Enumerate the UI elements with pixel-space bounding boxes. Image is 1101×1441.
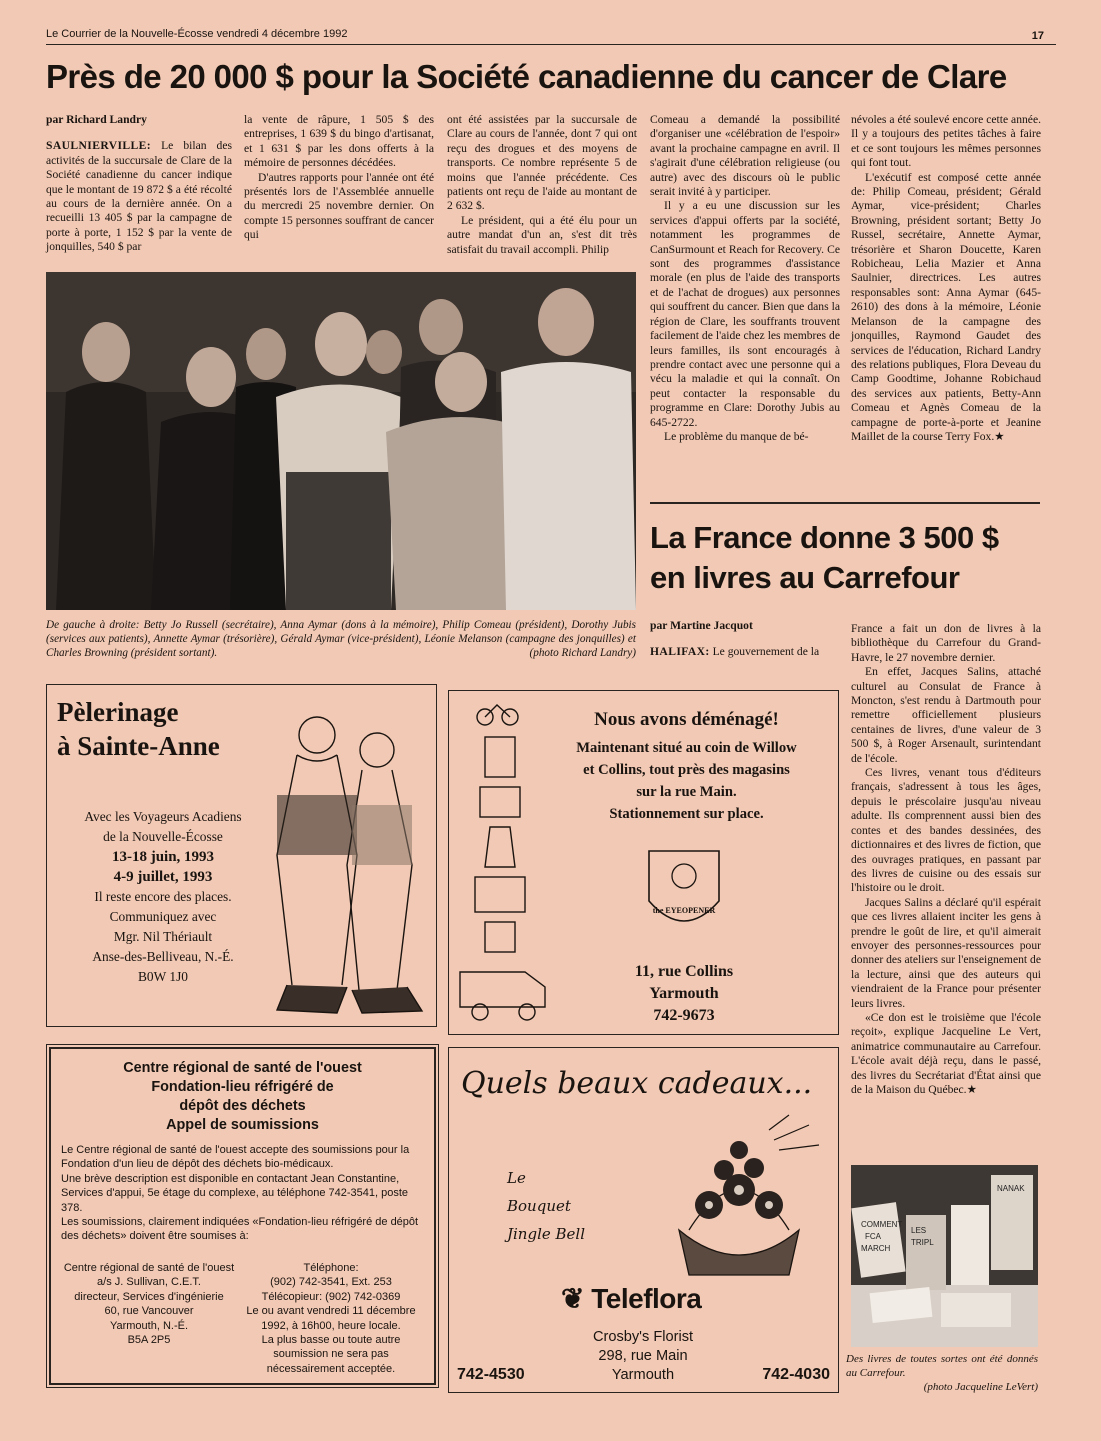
section-divider	[650, 502, 1040, 504]
article2-headline	[650, 518, 1050, 598]
books-caption-text: Des livres de toutes sortes ont été donnés au Carrefour.	[846, 1353, 1038, 1379]
ad-centre-heading-line2: Fondation-lieu réfrigéré de	[151, 1079, 334, 1095]
article2-p4: Jacques Salins a déclaré qu'il espérait que ces livres allaient inciter les gens à prendre le goût de lire, et qu'il aimerait envoyer des personnes-ressources pour donner des ateliers sur l'enseignement de la lecture, ainsi que des auteurs qui viendraient de la France pour présenter leurs livres.	[851, 895, 1041, 1010]
ad-centre-address-line: Centre régional de santé de l'ouest	[63, 1262, 235, 1274]
ad-teleflora-phone-right: 742-4030	[762, 1366, 830, 1383]
ad-eyeopener-phone: 742-9673	[653, 1007, 715, 1024]
ad-centre-contact-line: soumission ne sera pas	[273, 1348, 389, 1361]
group-photo-illustration	[46, 272, 636, 610]
ad-pelerinage-line: Communiquez avec	[109, 909, 217, 924]
ad-teleflora	[448, 1047, 839, 1393]
ad-pelerinage-date: 13-18 juin, 1993	[111, 849, 215, 865]
ad-pelerinage-title	[57, 695, 220, 763]
article1-column-3	[447, 113, 637, 257]
ad-centre-address-line: directeur, Services d'ingénierie	[74, 1290, 224, 1303]
ad-eyeopener-city: Yarmouth	[649, 985, 719, 1002]
ad-eyeopener-address	[569, 961, 799, 1027]
book-label-1: COMMENT	[861, 1220, 903, 1229]
ad-teleflora-bouquet-line: Le	[507, 1169, 526, 1187]
ad-pelerinage	[46, 684, 437, 1027]
article2-p1: France a fait un don de livres à la bibliothèque du Carrefour du Grand-Havre, le 27 novembre dernier.	[851, 622, 1041, 664]
ad-eyeopener-line: et Collins, tout près des magasins	[583, 762, 790, 778]
ad-centre-heading-line4: Appel de soumissions	[166, 1117, 319, 1133]
ad-teleflora-brand-name: Teleflora	[591, 1283, 702, 1314]
ad-teleflora-slogan: Quels beaux cadeaux...	[461, 1066, 813, 1101]
ad-teleflora-phone-left: 742-4530	[457, 1366, 525, 1383]
article2-byline: par Martine Jacquot	[650, 619, 753, 632]
ad-pelerinage-line: de la Nouvelle-Écosse	[103, 829, 223, 844]
ad-centre-address	[59, 1261, 239, 1347]
ad-centre-address-line: a/s J. Sullivan, C.E.T.	[97, 1276, 201, 1289]
ad-centre-body2: Une brève description est disponible en contactant Jean Constantine, Services d'appui, 5e étage du complexe, au téléphone 742-3541, poste 378.	[61, 1172, 409, 1214]
ad-eyeopener-title: Nous avons déménagé!	[594, 709, 779, 730]
article2-column-2	[851, 622, 1041, 1097]
book-label-6: NANAK	[997, 1184, 1025, 1193]
ad-centre-address-line: Yarmouth, N.-É.	[109, 1319, 189, 1332]
books-caption	[846, 1352, 1038, 1394]
article2-headline-line2: en livres au Carrefour	[650, 560, 960, 595]
book-label-4: LES	[911, 1226, 927, 1235]
article2-p2: En effet, Jacques Salins, attaché culturel au Consulat de France à Moncton, s'est rendu à Dartmouth pour remettre officiellement plusieurs centaines de livres, d'une valeur de 3 500 $, à Roger Arsenault, surintendant de l'école.	[851, 665, 1041, 765]
article1-text-c4c: Le problème du manque de bé-	[664, 429, 809, 443]
masthead	[46, 28, 1056, 45]
ad-eyeopener-text	[539, 737, 834, 825]
stacked-objects-illustration	[455, 697, 555, 1027]
ad-teleflora-store	[543, 1328, 743, 1385]
article2-p3: Ces livres, venant tous d'éditeurs français, s'adressent à tous les âges, depuis le préscolaire jusqu'au niveau adulte. Ils comprennent aussi bien des contes et des bandes dessinées, des dictionnaires et des livres de fiction, que des ouvrages pratiques, en passant par des livres de cuisine ou des essais sur l'histoire ou le droit.	[851, 766, 1041, 895]
pilgrims-illustration	[247, 695, 432, 1020]
ad-centre-contact-line: 1992, à 16h00, heure locale.	[261, 1319, 401, 1332]
article1-text-c4a: Comeau a demandé la possibilité d'organiser une «célébration de l'espoir» avant la prochaine campagne en avril. Il s'agirait d'une célébration religieuse (ou autre) avec des discours où le public serait invité à y participer.	[650, 113, 840, 199]
ad-teleflora-bouquet	[507, 1164, 585, 1248]
ad-pelerinage-title-line2: à Sainte-Anne	[57, 731, 220, 761]
photo-caption-text: De gauche à droite: Betty Jo Russell (secrétaire), Anna Aymar (dons à la mémoire), Philip Comeau (président), Dorothy Jubis (services aux patients), Annette Aymar (trésorière), Gérald Aymar (vice-président), Léonie Melanson (campagne des jonquilles) et Charles Browning (président sortant).	[46, 619, 636, 659]
ad-centre-heading	[51, 1059, 434, 1135]
ad-eyeopener-street: 11, rue Collins	[634, 963, 734, 980]
article1-column-2	[244, 113, 434, 243]
ad-eyeopener-line: Stationnement sur place.	[609, 806, 764, 822]
ad-centre-body3: Les soumissions, clairement indiquées «Fondation-lieu réfrigéré de dépôt des déchets» doivent être soumises à:	[61, 1216, 419, 1243]
ad-centre-regional	[49, 1047, 436, 1385]
article1-text-c5a: névoles a été soulevé encore cette année. Il y a toujours des petites tâches à faire et ce sont toujours les mêmes personnes qui font tout.	[851, 113, 1041, 170]
article1-column-4	[650, 113, 840, 444]
article1-text-c3b: Le président, qui a été élu pour un autre mandat d'un an, s'est dit très satisfait du travail accompli. Philip	[447, 213, 637, 256]
article2-column-1	[650, 619, 838, 660]
article1-text-c5b: L'exécutif est composé cette année de: Philip Comeau, président; Gérald Aymar, vice-président; Charles Browning, président sortant; Betty Jo Russel, secrétaire, Annette Aymar, trésorière et Sharon Doucette, Karen Robicheau, Lelia Mazier et Anna Saulnier, directrices. Les autres responsables sont: Anna Aymar (645-2610) des dons à la mémoire, Léonie Melanson de la campagne des jonquilles, Raymond Gaudet des services de l'éducation, Richard Landry des relations publiques, Flora Deveau du Camp Goodtime, Johanne Robichaud des services aux patients, Betty-Ann Comeau et Agnès Comeau de la campagne de porte-à-porte et Jeanine Maillet de la course Terry Fox.★	[851, 170, 1041, 443]
ad-eyeopener-line: Maintenant situé au coin de Willow	[576, 740, 797, 756]
photo-credit: (photo Richard Landry)	[529, 647, 636, 659]
ad-centre-contact-line: nécessairement acceptée.	[266, 1362, 396, 1375]
ad-centre-heading-line3: dépôt des déchets	[179, 1098, 306, 1114]
ad-centre-contact-line: (902) 742-3541, Ext. 253	[270, 1276, 392, 1289]
ad-centre-contact-line: La plus basse ou toute autre	[261, 1334, 401, 1347]
ad-teleflora-bouquet-line: Bouquet	[507, 1197, 571, 1215]
article1-dateline: SAULNIERVILLE:	[46, 139, 152, 153]
eyeopener-logo-text: the EYEOPENER	[652, 906, 716, 915]
article1-column-1	[46, 113, 232, 255]
ad-centre-contact-line: Le ou avant vendredi 11 décembre	[246, 1305, 416, 1318]
ad-centre-body	[61, 1143, 431, 1244]
article1-text-c1: Le bilan des activités de la succursale de Clare de la Société canadienne du cancer indique que le montant de 19 872 $ a été récolté au cours de la dernière année. On a recueilli 13 405 $ par la campagne de porte à porte, 1 152 $ par la vente de jonquilles, 540 $ par	[46, 139, 232, 254]
article1-column-5	[851, 113, 1041, 444]
ad-pelerinage-line: Mgr. Nil Thériault	[113, 929, 213, 944]
ad-eyeopener	[448, 690, 839, 1035]
article1-byline: par Richard Landry	[46, 113, 147, 126]
ad-pelerinage-date: 4-9 juillet, 1993	[113, 869, 213, 885]
ad-centre-contact-line: Télécopieur: (902) 742-0369	[261, 1290, 401, 1303]
ad-pelerinage-line: Avec les Voyageurs Acadiens	[84, 809, 242, 824]
ad-centre-contact-line: Téléphone:	[303, 1262, 359, 1274]
book-label-5: TRIPL	[911, 1238, 934, 1247]
article2-dateline: HALIFAX:	[650, 645, 710, 659]
ad-teleflora-store-city: Yarmouth	[611, 1367, 675, 1383]
article1-headline: Près de 20 000 $ pour la Société canadienne du cancer de Clare	[46, 58, 1007, 95]
article1-text-c2a: la vente de râpure, 1 505 $ des entreprises, 1 639 $ du bingo d'artisanat, et 1 631 $ par les dons offerts à la mémoire de personnes décédées.	[244, 113, 434, 170]
flower-basket-illustration	[649, 1110, 829, 1280]
ad-pelerinage-line: Il reste encore des places.	[94, 889, 232, 904]
ad-centre-body1: Le Centre régional de santé de l'ouest accepte des soumissions pour la Fondation d'un lieu de dépôt des déchets bio-médicaux.	[61, 1144, 410, 1171]
ad-centre-contact	[233, 1261, 429, 1376]
books-photo-credit: (photo Jacqueline LeVert)	[923, 1381, 1038, 1393]
book-label-2: FCA	[865, 1232, 881, 1241]
group-photo	[46, 272, 636, 610]
teleflora-logo-icon: ❦	[561, 1283, 592, 1314]
ad-pelerinage-line: B0W 1J0	[138, 969, 188, 984]
ad-teleflora-store-address: 298, rue Main	[598, 1348, 688, 1364]
ad-teleflora-bouquet-line: Jingle Bell	[507, 1225, 586, 1243]
article1-text-c2b: D'autres rapports pour l'année ont été présentés lors de l'Assemblée annuelle du mercredi 25 novembre dernier. On compte 15 personnes souffrant de cancer qui	[244, 170, 434, 242]
ad-teleflora-brand	[561, 1282, 741, 1315]
ad-centre-address-line: B5A 2P5	[127, 1334, 171, 1347]
ad-centre-heading-line1: Centre régional de santé de l'ouest	[123, 1060, 362, 1076]
book-label-3: MARCH	[861, 1244, 891, 1253]
article1-text-c3a: ont été assistées par la succursale de Clare au cours de l'année, dont 7 qui ont reçu des drogues et des moyens de transports. Ce nombre représente 5 de moins que l'année précédente. Ces patients ont reçu de l'aide au montant de 2 632 $.	[447, 113, 637, 213]
ad-pelerinage-line: Anse-des-Belliveau, N.-É.	[92, 949, 234, 964]
article1-text-c4b: Il y a eu une discussion sur les services d'appui offerts par la société, notamment les programmes de CanSurmount et Reach for Recovery. Ce sont des programmes d'assistance morale (en plus de l'aide des transports et de l'achat de drogues) aux personnes qui souffrent du cancer. Bien que dans la région de Clare, les souffrants trouvent facilement de l'aide chez les membres de leurs familles, ils sont encouragés à prendre contact avec une personne qui a vécu la maladie et qui la connaît. On peut contacter la responsable du programme en Clare: Dorothy Jubis au 645-2722.	[650, 199, 840, 429]
masthead-title: Le Courrier de la Nouvelle-Écosse vendredi 4 décembre 1992	[46, 28, 348, 40]
books-photo	[851, 1165, 1038, 1347]
article2-lead: Le gouvernement de la	[712, 645, 820, 659]
ad-teleflora-store-name: Crosby's Florist	[592, 1329, 694, 1345]
page-number: 17	[1031, 30, 1044, 42]
ad-pelerinage-title-line1: Pèlerinage	[57, 697, 179, 727]
photo-caption	[46, 618, 636, 660]
article2-headline-line1: La France donne 3 500 $	[650, 520, 999, 555]
ad-eyeopener-line: sur la rue Main.	[636, 784, 737, 800]
books-photo-illustration	[851, 1165, 1038, 1347]
ad-pelerinage-details	[53, 807, 273, 987]
ad-centre-address-line: 60, rue Vancouver	[104, 1305, 194, 1318]
eyeopener-logo	[639, 841, 729, 941]
article2-p5: «Ce don est le troisième que l'école reçoit», explique Jacqueline Le Vert, animatrice communautaire au Carrefour. L'école avait déjà reçu, dans le passé, des livres du Secrétariat d'État ainsi que de la Maison du Québec.★	[851, 1010, 1041, 1096]
